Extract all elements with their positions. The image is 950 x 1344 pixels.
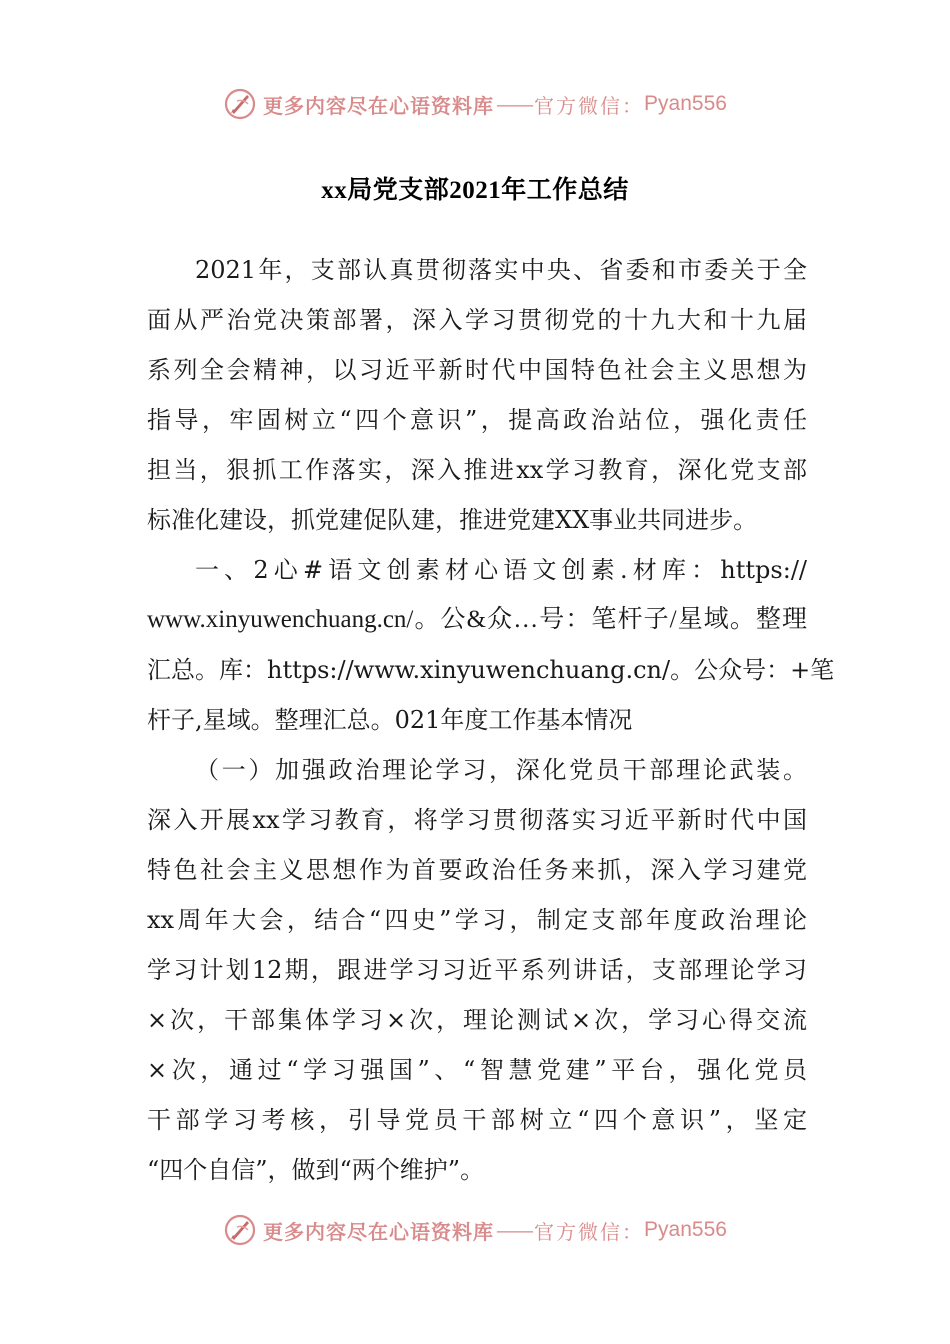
footer-banner — [0, 1208, 950, 1252]
subsection-line: 深入开展xx学习教育，将学习贯彻落实习近平新时代中国 — [147, 806, 807, 834]
subsection-line: ×次，通过“学习强国”、“智慧党建”平台，强化党员 — [147, 1056, 807, 1084]
quill-pen-logo-icon — [223, 87, 257, 121]
section-heading-line: 杆子,星域。整理汇总。021年度工作基本情况 — [147, 706, 633, 734]
banner-wechat-label: 官方微信： — [534, 1219, 645, 1244]
quill-pen-logo-icon — [223, 1213, 257, 1247]
subsection-line: “四个自信”，做到“两个维护”。 — [147, 1156, 485, 1184]
subsection-line: ×次，干部集体学习×次，理论测试×次，学习心得交流 — [147, 1006, 807, 1034]
subsection-line: （一）加强政治理论学习，深化党员干部理论武装。 — [195, 756, 807, 784]
banner-dash: —— — [496, 1218, 533, 1242]
subsection-line: 干部学习考核，引导党员干部树立“四个意识”，坚定 — [147, 1106, 807, 1134]
subsection-line: xx周年大会，结合“四史”学习，制定支部年度政治理论 — [147, 906, 807, 934]
paragraph-line: 指导，牢固树立“四个意识”，提高政治站位，强化责任 — [147, 406, 807, 434]
banner-text: 更多内容尽在心语资料库 — [263, 1219, 495, 1244]
paragraph-line: 面从严治党决策部署，深入学习贯彻党的十九大和十九届 — [147, 306, 807, 334]
document-body — [147, 245, 835, 1195]
paragraph-line: 系列全会精神，以习近平新时代中国特色社会主义思想为 — [147, 356, 807, 384]
subsection-line: 特色社会主义思想作为首要政治任务来抓，深入学习建党 — [147, 856, 807, 884]
banner-dash: —— — [496, 92, 533, 116]
paragraph-line: 标准化建设，抓党建促队建，推进党建XX事业共同进步。 — [147, 506, 758, 534]
header-banner — [0, 82, 950, 126]
paragraph-line: 担当，狠抓工作落实，深入推进xx学习教育，深化党支部 — [147, 456, 807, 484]
section-heading-line: 一、2心#语文创素材心语文创素.材库：https:// — [195, 556, 807, 584]
document-title: xx局党支部2021年工作总结 — [321, 177, 629, 204]
section-heading-line: 汇总。库：https://www.xinyuwenchuang.cn/。公众号：+笔 — [147, 656, 835, 684]
banner-wechat-id: Pyan556 — [644, 92, 727, 115]
paragraph-line: 2021年，支部认真贯彻落实中央、省委和市委关于全 — [195, 256, 807, 284]
banner-wechat-id: Pyan556 — [644, 1218, 727, 1241]
banner-wechat-label: 官方微信： — [534, 93, 645, 118]
subsection-line: 学习计划12期，跟进学习习近平系列讲话，支部理论学习 — [147, 956, 807, 984]
section-heading-line: www.xinyuwenchuang.cn/。公&众…号：笔杆子/星域。整理 — [147, 606, 807, 633]
banner-text: 更多内容尽在心语资料库 — [263, 93, 495, 118]
